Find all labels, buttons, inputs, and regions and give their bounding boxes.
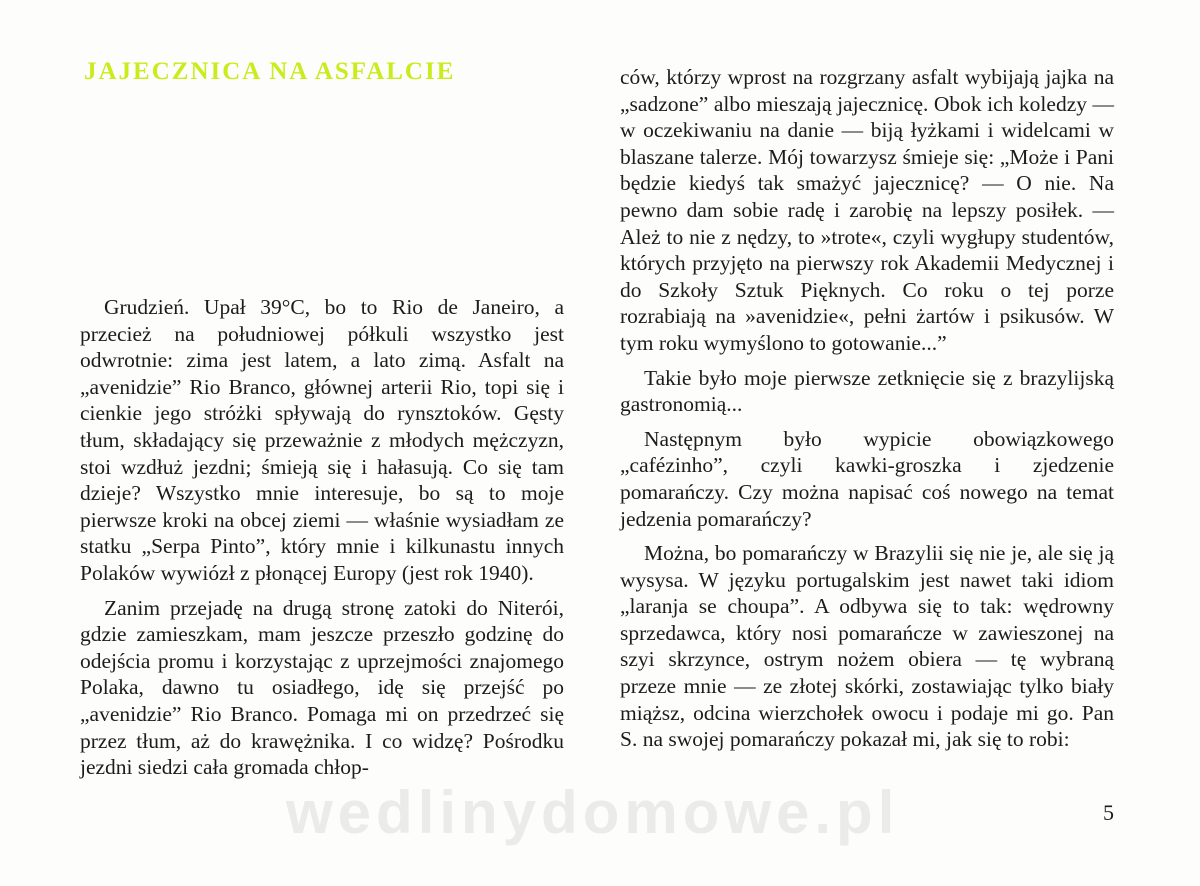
- watermark: wedlinydomowe.pl: [286, 779, 900, 846]
- paragraph: Zanim przejadę na drugą stronę zatoki do Niterói, gdzie zamieszkam, mam jeszcze przeszło godzinę do odejścia promu i korzystając z uprzejmości znajomego Polaka, dawno tu osiadłego, idę się przejść po „avenidzie” Rio Branco. Pomaga mi on przedrzeć się przez tłum, aż do krawężnika. I co widzę? Pośrodku jezdni siedzi cała gromada chłop-: [80, 595, 564, 780]
- chapter-title: JAJECZNICA NA ASFALCIE: [84, 58, 456, 85]
- paragraph: Można, bo pomarańczy w Brazylii się nie je, ale się ją wysysa. W języku portugalskim jest nawet taki idiom „laranja se choupa”. A odbywa się to tak: wędrowny sprzedawca, który nosi pomarańcze w zawieszonej na szyi skrzynce, ostrym nożem obiera — tę wybraną przeze mnie — ze złotej skórki, zostawiając tylko biały miąższ, odcina wierzchołek owocu i podaje mi go. Pan S. na swojej pomarańczy pokazał mi, jak się to robi:: [620, 541, 1114, 752]
- page-number: 5: [1103, 800, 1114, 825]
- left-column: [80, 294, 564, 789]
- paragraph: Następnym było wypicie obowiązkowego „cafézinho”, czyli kawki-groszka i zjedzenie pomarańczy. Czy można napisać coś nowego na temat jedzenia pomarańczy?: [620, 426, 1114, 531]
- paragraph-continuation: ców, którzy wprost na rozgrzany asfalt wybijają jajka na „sadzone” albo mieszają jajecznicę. Obok ich koledzy — w oczekiwaniu na danie — biją łyżkami i widelcami w blaszane talerze. Mój towarzysz śmieje się: „Może i Pani będzie kiedyś tak smażyć jajecznicę? — O nie. Na pewno dam sobie radę i zarobię na lepszy posiłek. — Ależ to nie z nędzy, to »trote«, czyli wygłupy studentów, których przyjęto na pierwszy rok Akademii Medycznej i do Szkoły Sztuk Pięknych. Co roku o tej porze rozrabiają na »avenidzie«, pełni żartów i psikusów. W tym roku wymyślono to gotowanie...”: [620, 65, 1114, 355]
- paragraph: Grudzień. Upał 39°C, bo to Rio de Janeiro, a przecież na południowej półkuli wszystko jest odwrotnie: zima jest latem, a lato zimą. Asfalt na „avenidzie” Rio Branco, głównej arterii Rio, topi się i cienkie jego stróżki spływają do rynsztoków. Gęsty tłum, składający się przeważnie z młodych mężczyzn, stoi wzdłuż jezdni; śmieją się i hałasują. Co się tam dzieje? Wszystko mnie interesuje, bo są to moje pierwsze kroki na obcej ziemi — właśnie wysiadłam ze statku „Serpa Pinto”, który mnie i kilkunastu innych Polaków wywiózł z płonącej Europy (jest rok 1940).: [80, 295, 564, 585]
- paragraph: Takie było moje pierwsze zetknięcie się z brazylijską gastronomią...: [620, 365, 1114, 417]
- right-column: [620, 64, 1114, 761]
